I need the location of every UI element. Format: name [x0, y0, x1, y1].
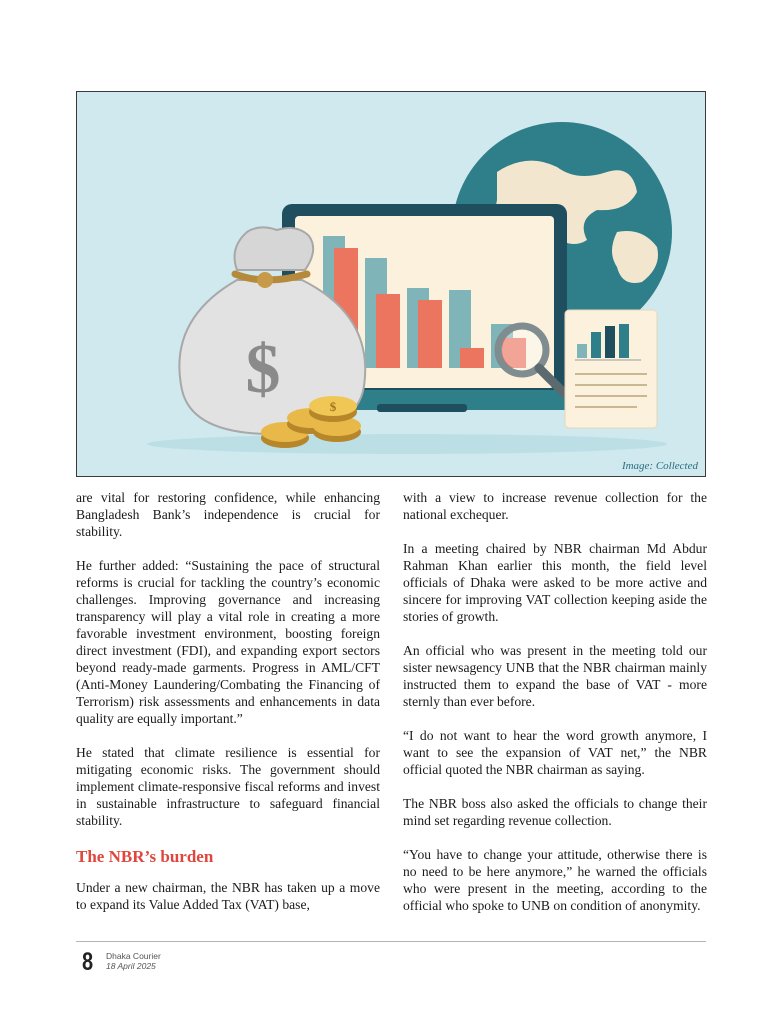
paragraph: He further added: “Sustaining the pace of structural reforms is crucial for tackling the country’s economic challenges. Improving governance and increasing transparency will play a vital role in creating a more favorable investment environment, boosting foreign direct investment (FDI), and expanding export sectors beyond ready-made garments. Progress in AML/CFT (Anti-Money Laundering/Combating the Financing of Terrorism) risk assessments and enhancements in data quality are equally important.”: [76, 558, 380, 726]
paragraph: are vital for restoring confidence, while enhancing Bangladesh Bank’s independence is crucial for stability.: [76, 490, 380, 539]
paragraph: “You have to change your attitude, otherwise there is no need to be here anymore,” he warned the officials who were present in the meeting, according to the official who spoke to UNB on condition of anonymity.: [403, 847, 707, 913]
finance-illustration: [77, 92, 706, 477]
footer-divider: [76, 941, 706, 942]
svg-text:$: $: [245, 331, 281, 408]
paragraph: In a meeting chaired by NBR chairman Md Abdur Rahman Khan earlier this month, the field level officials of Dhaka were asked to be more active and sincere for improving VAT collection keeping aside the stories of growth.: [403, 541, 707, 624]
publication-date: 18 April 2025: [106, 961, 156, 971]
paragraph: He stated that climate resilience is essential for mitigating economic risks. The government should implement climate-responsive fiscal reforms and invest in sustainable infrastructure to safeguard financial stability.: [76, 745, 380, 828]
article-column-left: [76, 489, 380, 930]
report-icon: [565, 310, 657, 428]
paragraph: An official who was present in the meeting told our sister newsagency UNB that the NBR chairman mainly instructed them to expand the base of VAT - more sternly than ever before.: [403, 643, 707, 709]
paragraph: The NBR boss also asked the officials to change their mind set regarding revenue collection.: [403, 796, 707, 828]
paragraph: with a view to increase revenue collection for the national exchequer.: [403, 490, 707, 522]
section-heading: The NBR’s burden: [76, 847, 214, 866]
article-column-right: [403, 489, 707, 931]
image-credit: Image: Collected: [621, 460, 698, 472]
publication-name: Dhaka Courier: [106, 951, 161, 961]
article-image: [76, 91, 706, 477]
svg-text:$: $: [329, 399, 337, 414]
publication-info: [106, 951, 161, 971]
page-number: 8: [82, 948, 94, 976]
paragraph: “I do not want to hear the word growth anymore, I want to see the expansion of VAT net,” the NBR official quoted the NBR chairman as saying.: [403, 728, 707, 777]
paragraph: Under a new chairman, the NBR has taken up a move to expand its Value Added Tax (VAT) base,: [76, 880, 380, 912]
